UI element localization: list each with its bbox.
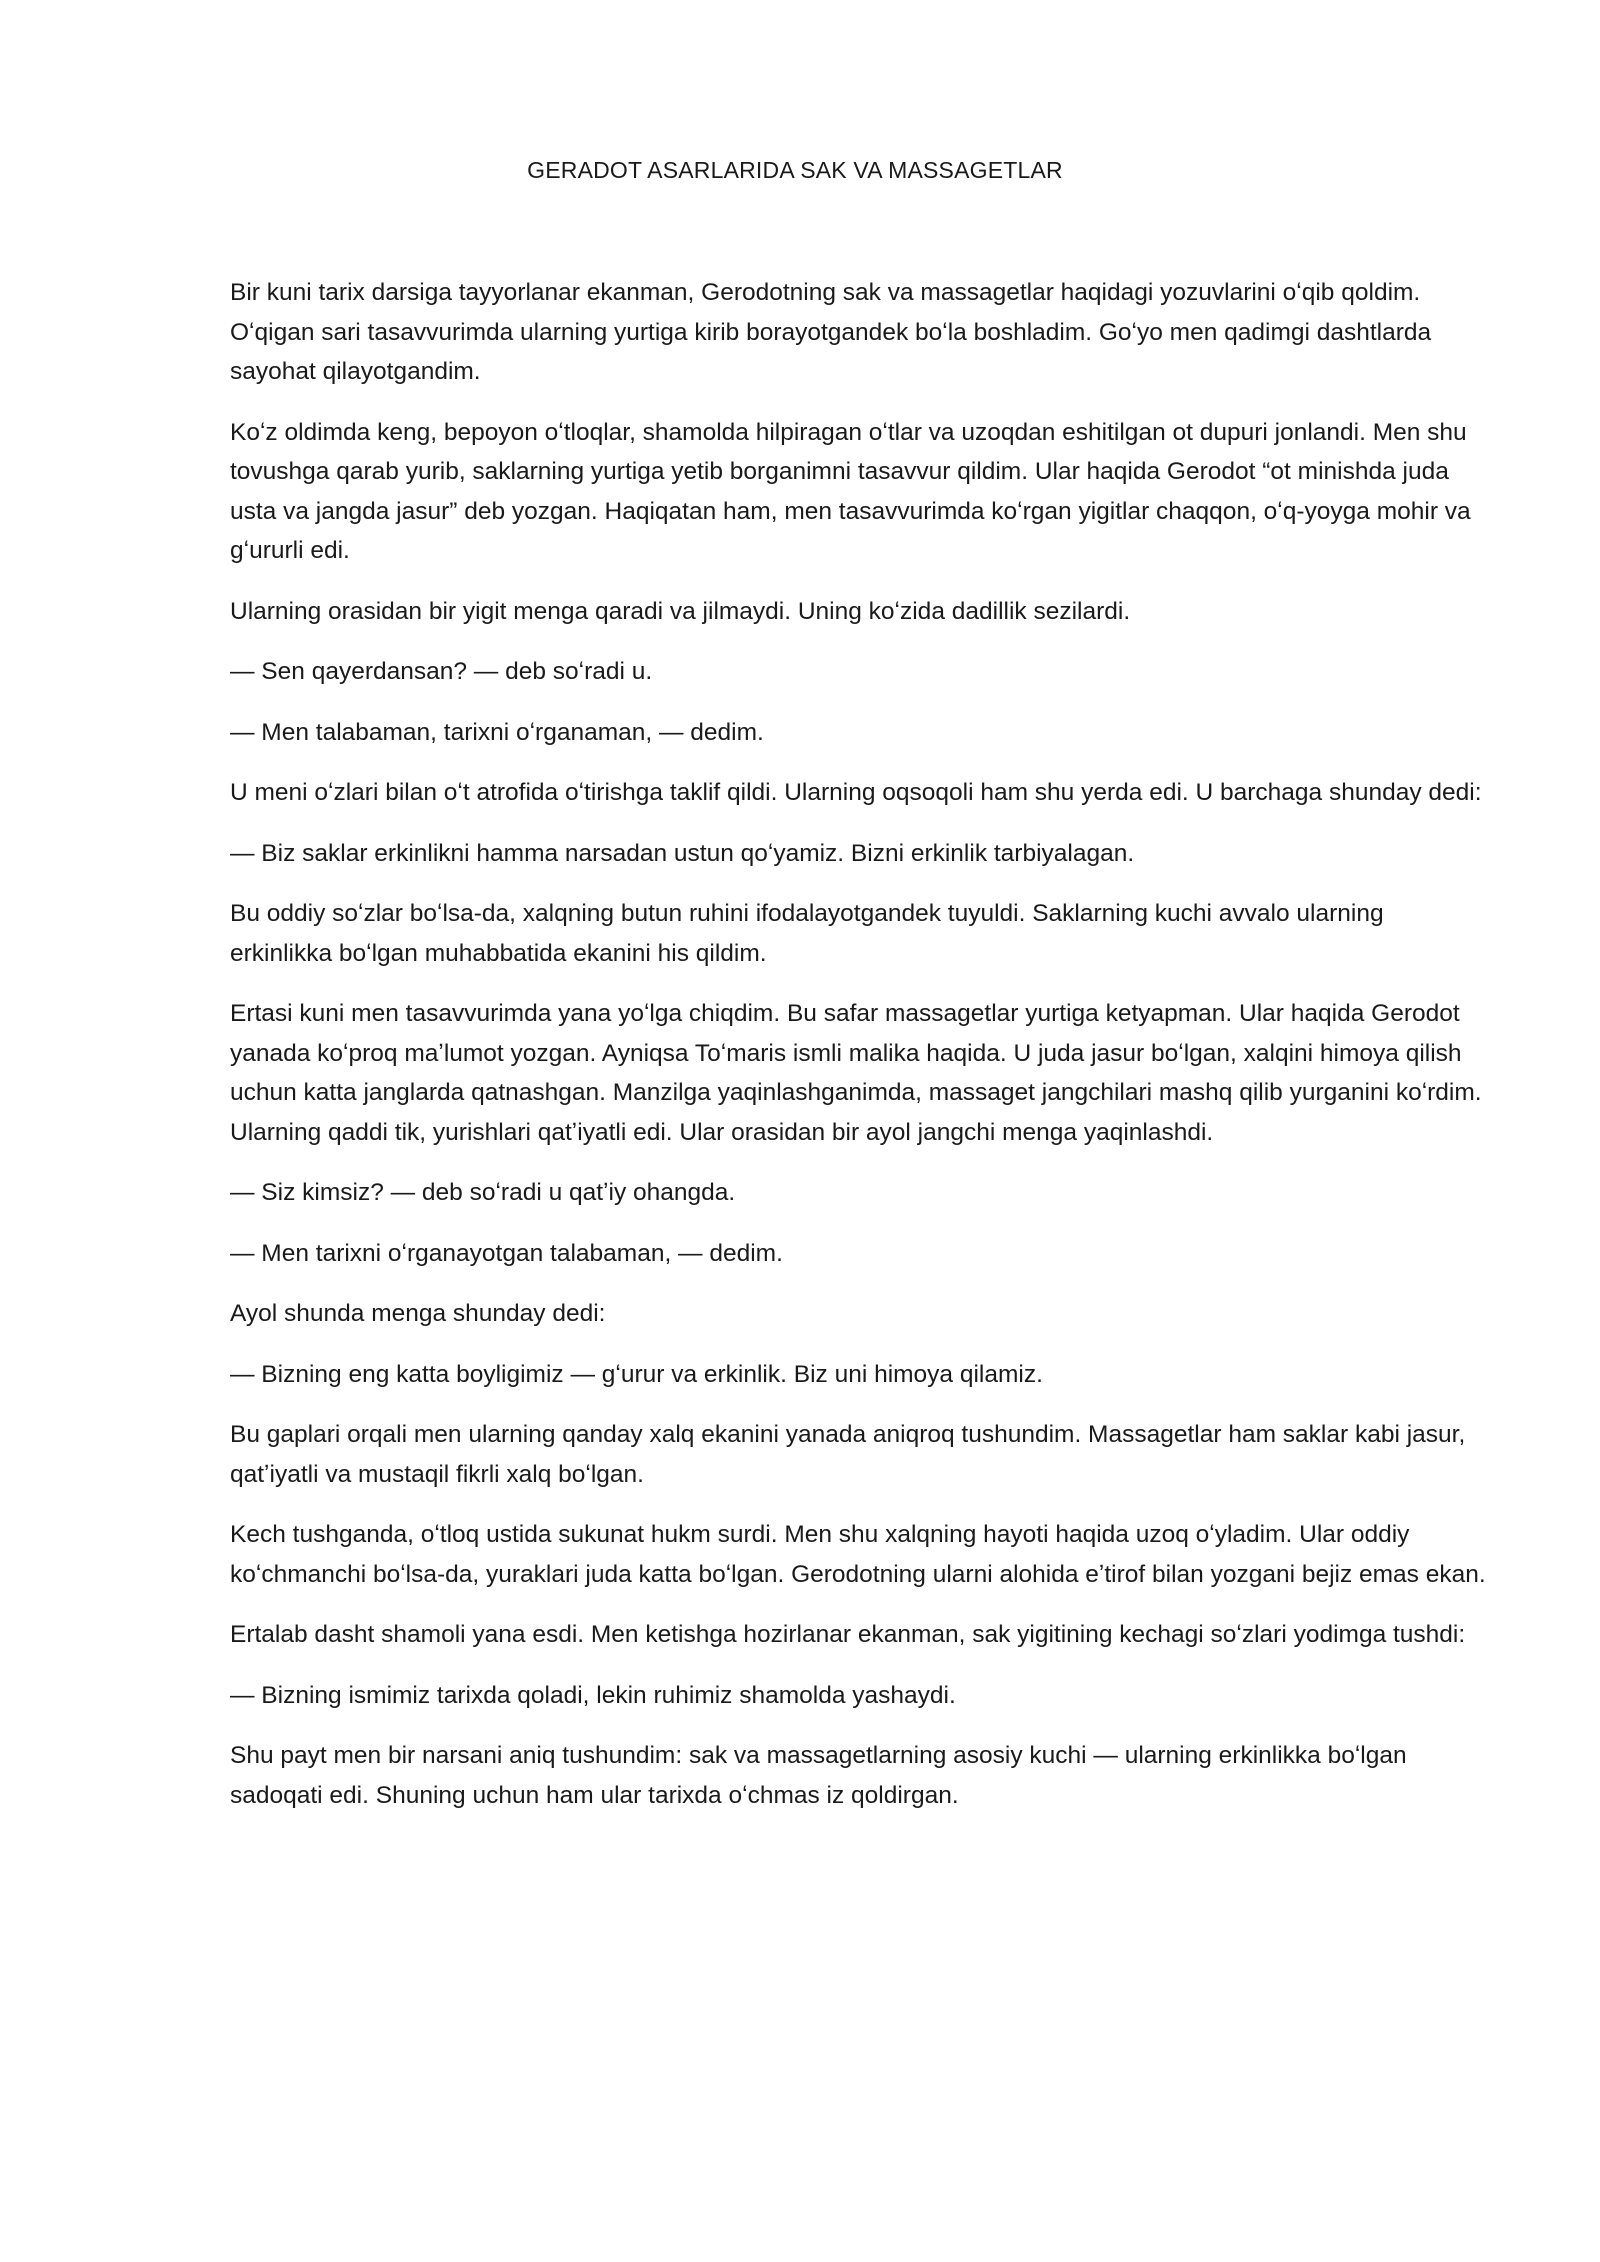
paragraph: Kech tushganda, oʻtloq ustida sukunat hukm surdi. Men shu xalqning hayoti haqida uzoq oʻyladim. Ular oddiy koʻchmanchi boʻlsa-da, yuraklari juda katta boʻlgan. Gerodotning ularni alohida eʼtirof bilan yozgani bejiz emas ekan. xyxy=(230,1521,1486,1588)
paragraph: Ularning orasidan bir yigit menga qaradi va jilmaydi. Uning koʻzida dadillik sezilardi. xyxy=(230,597,1131,625)
paragraph: Koʻz oldimda keng, bepoyon oʻtloqlar, shamolda hilpiragan oʻtlar va uzoqdan eshitilgan ot dupuri jonlandi. Men shu tovushga qarab yurib, saklarning yurtiga yetib borganimni tasavvur qildim. Ular haqida Gerodot “ot minishda juda usta va jangda jasur” deb yozgan. Haqiqatan ham, men tasavvurimda koʻrgan yigitlar chaqqon, oʻq-yoyga mohir va gʻururli edi. xyxy=(230,418,1471,564)
paragraph: Ertasi kuni men tasavvurimda yana yoʻlga chiqdim. Bu safar massagetlar yurtiga ketyapman. Ular haqida Gerodot yanada koʻproq maʼlumot yozgan. Ayniqsa Toʻmaris ismli malika haqida. U juda jasur boʻlgan, xalqini himoya qilish uchun katta janglarda qatnashgan. Manzilga yaqinlashganimda, massaget jangchilari mashq qilib yurganini koʻrdim. Ularning qaddi tik, yurishlari qatʼiyatli edi. Ular orasidan bir ayol jangchi menga yaqinlashdi. xyxy=(230,1000,1482,1146)
document-body xyxy=(230,273,1490,1836)
paragraph: Bir kuni tarix darsiga tayyorlanar ekanman, Gerodotning sak va massagetlar haqidagi yozuvlarini oʻqib qoldim. Oʻqigan sari tasavvurimda ularning yurtiga kirib borayotgandek boʻla boshladim. Goʻyo men qadimgi dashtlarda sayohat qilayotgandim. xyxy=(230,279,1432,385)
dialogue-line: — Biz saklar erkinlikni hamma narsadan ustun qoʻyamiz. Bizni erkinlik tarbiyalagan. xyxy=(230,839,1135,867)
dialogue-line: — Bizning ismimiz tarixda qoladi, lekin ruhimiz shamolda yashaydi. xyxy=(230,1681,956,1709)
dialogue-line: — Siz kimsiz? — deb soʻradi u qatʼiy ohangda. xyxy=(230,1179,736,1206)
paragraph: Ayol shunda menga shunday dedi: xyxy=(230,1300,606,1327)
document-title: GERADOT ASARLARIDA SAK VA MASSAGETLAR xyxy=(527,157,1063,183)
paragraph: Ertalab dasht shamoli yana esdi. Men ketishga hozirlanar ekanman, sak yigitining kechagi soʻzlari yodimga tushdi: xyxy=(230,1621,1466,1648)
dialogue-line: — Sen qayerdansan? — deb soʻradi u. xyxy=(230,658,653,685)
dialogue-line: — Men tarixni oʻrganayotgan talabaman, — dedim. xyxy=(230,1239,783,1267)
dialogue-line: — Bizning eng katta boyligimiz — gʻurur va erkinlik. Biz uni himoya qilamiz. xyxy=(230,1360,1043,1388)
paragraph: Bu gaplari orqali men ularning qanday xalq ekanini yanada aniqroq tushundim. Massagetlar ham saklar kabi jasur, qatʼiyatli va mustaqil fikrli xalq boʻlgan. xyxy=(230,1421,1466,1488)
paragraph: Bu oddiy soʻzlar boʻlsa-da, xalqning butun ruhini ifodalayotgandek tuyuldi. Saklarning kuchi avvalo ularning erkinlikka boʻlgan muhabbatida ekanini his qildim. xyxy=(230,900,1384,967)
paragraph: Shu payt men bir narsani aniq tushundim: sak va massagetlarning asosiy kuchi — ularning erkinlikka boʻlgan sadoqati edi. Shuning uchun ham ular tarixda oʻchmas iz qoldirgan. xyxy=(230,1742,1407,1809)
dialogue-line: — Men talabaman, tarixni oʻrganaman, — dedim. xyxy=(230,718,764,746)
paragraph: U meni oʻzlari bilan oʻt atrofida oʻtirishga taklif qildi. Ularning oqsoqoli ham shu yerda edi. U barchaga shunday dedi: xyxy=(230,779,1482,806)
